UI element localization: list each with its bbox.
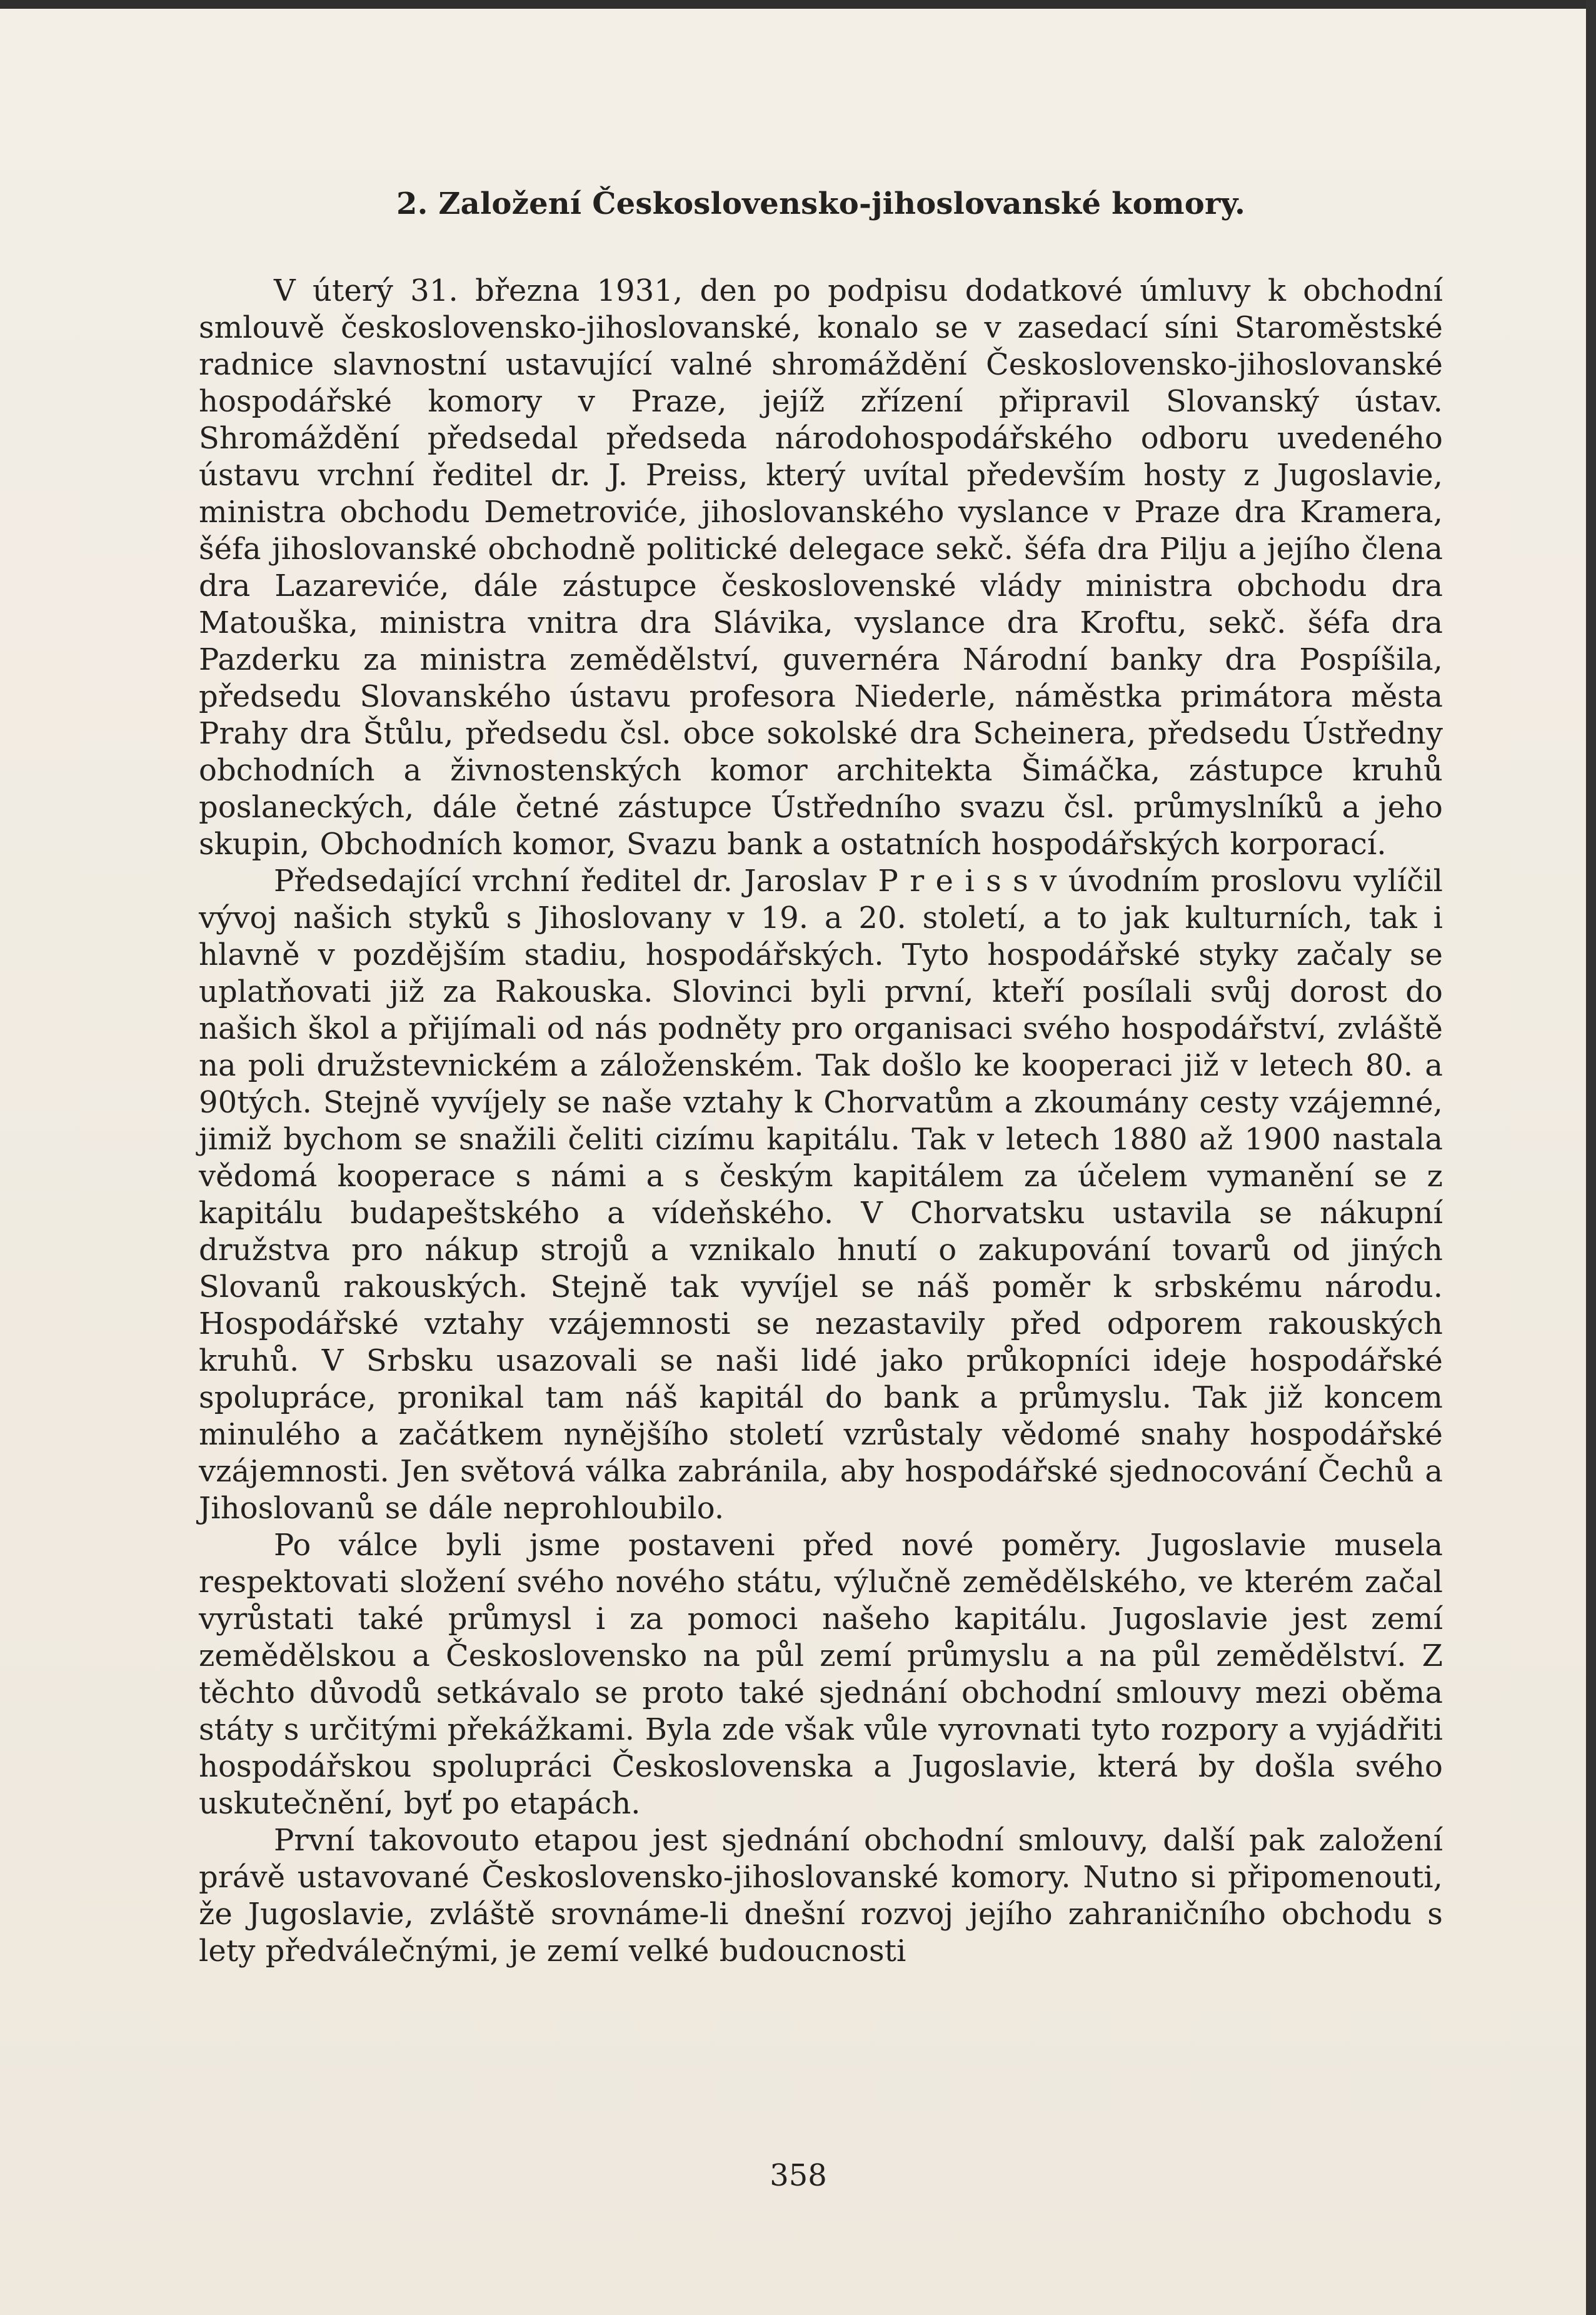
right-page-edge	[1586, 0, 1596, 2315]
paragraph-4: První takovouto etapou jest sjednání obchodní smlouvy, další pak založení právě ustavované Československo-jihoslovanské komory. Nutno si připomenouti, že Jugoslavie, zvláště srovnáme-li dnešní rozvoj jejího zahraničního obchodu s lety předválečnými, je zemí velké budoucnosti	[199, 1823, 1443, 1969]
top-border	[0, 0, 1596, 9]
page-title: 2. Založení Československo-jihoslovanské komory.	[396, 186, 1245, 221]
paragraph-2: Předsedající vrchní ředitel dr. Jaroslav P r e i s s v úvodním proslovu vylíčil vývoj našich styků s Jihoslovany v 19. a 20. století, a to jak kulturních, tak i hlavně v pozdějším stadiu, hospodářských. Tyto hospodářské styky začaly se uplatňovati již za Rakouska. Slovinci byli první, kteří posílali svůj dorost do našich škol a přijímali od nás podněty pro organisaci svého hospodářství, zvláště na poli družstevnickém a záloženském. Tak došlo ke kooperaci již v letech 80. a 90tých. Stejně vyvíjely se naše vztahy k Chorvatům a zkoumány cesty vzájemné, jimiž bychom se snažili čeliti cizímu kapitálu. Tak v letech 1880 až 1900 nastala vědomá kooperace s námi a s českým kapitálem za účelem vymanění se z kapitálu budapeštského a vídeňského. V Chorvatsku ustavila se nákupní družstva pro nákup strojů a vznikalo hnutí o zakupování tovarů od jiných Slovanů rakouských. Stejně tak vyvíjel se náš poměr k srbskému národu. Hospodářské vztahy vzájemnosti se nezastavily před odporem rakouských kruhů. V Srbsku usazovali se naši lidé jako průkopníci ideje hospodářské spolupráce, pronikal tam náš kapitál do bank a průmyslu. Tak již koncem minulého a začátkem nynějšího století vzrůstaly vědomé snahy hospodářské vzájemnosti. Jen světová válka zabránila, aby hospodářské sjednocování Čechů a Jihoslovanů se dále neprohloubilo.	[199, 864, 1443, 1526]
page-content	[199, 186, 1443, 2125]
paragraph-1: V úterý 31. března 1931, den po podpisu dodatkové úmluvy k obchodní smlouvě československo-jihoslovanské, konalo se v zasedací síni Staroměstské radnice slavnostní ustavující valné shromáždění Československo-jihoslovanské hospodářské komory v Praze, jejíž zřízení připravil Slovanský ústav. Shromáždění předsedal předseda národohospodářského odboru uvedeného ústavu vrchní ředitel dr. J. Preiss, který uvítal především hosty z Jugoslavie, ministra obchodu Demetroviće, jihoslovanského vyslance v Praze dra Kramera, šéfa jihoslovanské obchodně politické delegace sekč. šéfa dra Pilju a jejího člena dra Lazareviće, dále zástupce československé vlády ministra obchodu dra Matouška, ministra vnitra dra Slávika, vyslance dra Kroftu, sekč. šéfa dra Pazderku za ministra zemědělství, guvernéra Národní banky dra Pospíšila, předsedu Slovanského ústavu profesora Niederle, náměstka primátora města Prahy dra Štůlu, předsedu čsl. obce sokolské dra Scheinera, předsedu Ústředny obchodních a živnostenských komor architekta Šimáčka, zástupce kruhů poslaneckých, dále četné zástupce Ústředního svazu čsl. průmyslníků a jeho skupin, Obchodních komor, Svazu bank a ostatních hospodářských korporací.	[199, 273, 1443, 862]
page-number: 358	[770, 2158, 827, 2193]
paragraph-3: Po válce byli jsme postaveni před nové poměry. Jugoslavie musela respektovati složení svého nového státu, výlučně zemědělského, ve kterém začal vyrůstati také průmysl i za pomoci našeho kapitálu. Jugoslavie jest zemí zemědělskou a Československo na půl zemí průmyslu a na půl zemědělství. Z těchto důvodů setkávalo se proto také sjednání obchodní smlouvy mezi oběma státy s určitými překážkami. Byla zde však vůle vyrovnati tyto rozpory a vyjádřiti hospodářskou spolupráci Československa a Jugoslavie, která by došla svého uskutečnění, byť po etapách.	[199, 1528, 1443, 1821]
